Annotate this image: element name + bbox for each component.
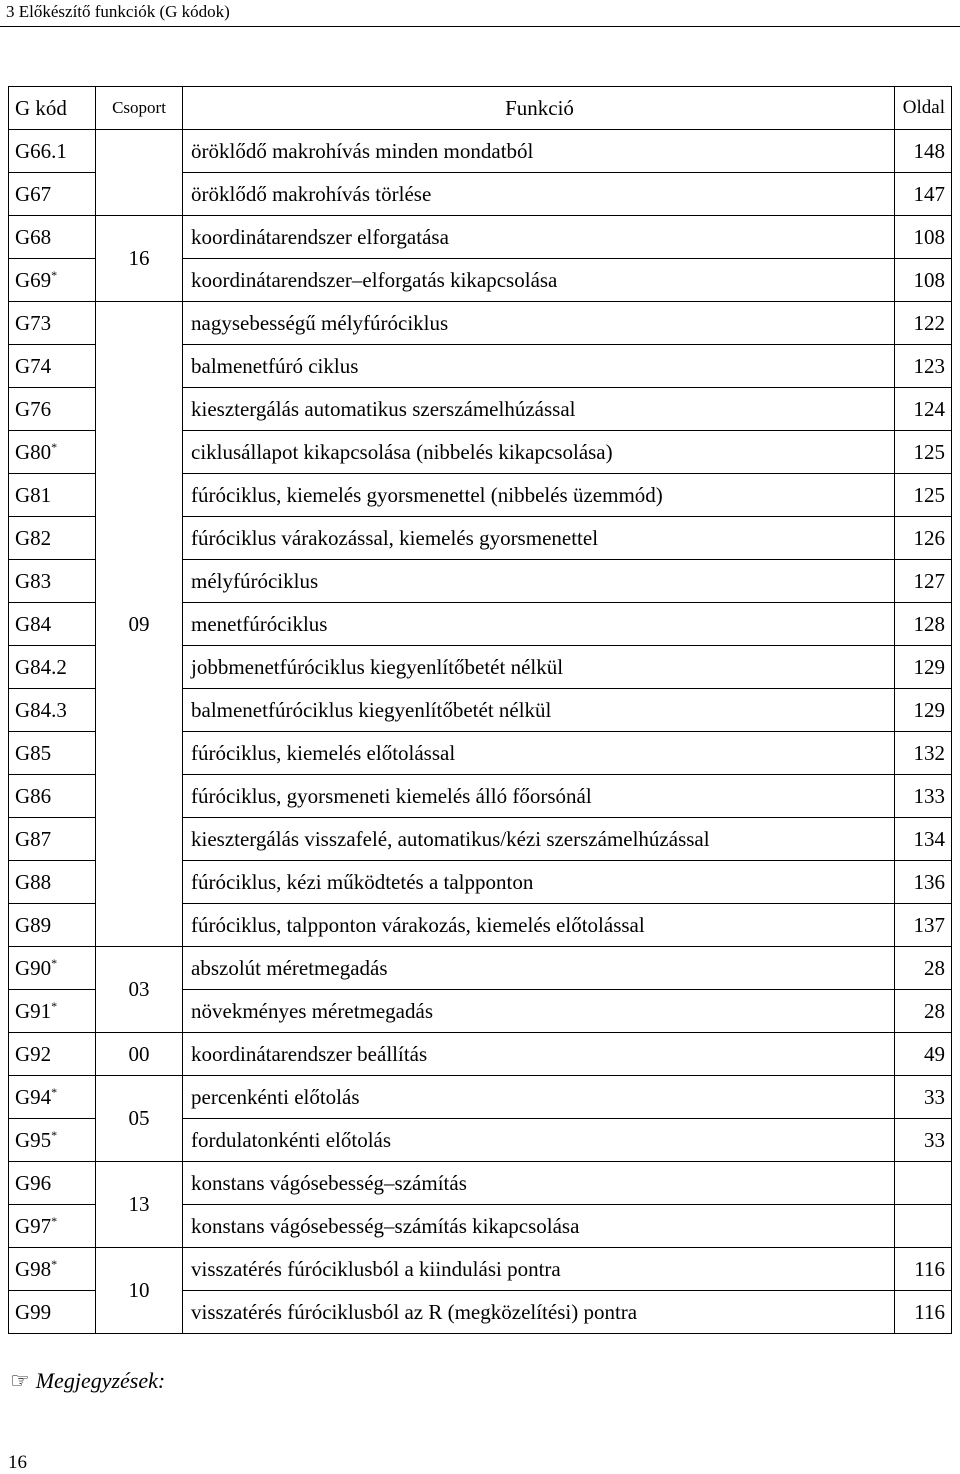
function-cell: nagysebességű mélyfúróciklus — [183, 302, 895, 345]
g-code-value: G94 — [15, 1084, 52, 1109]
g-code-cell — [9, 431, 96, 474]
column-header-page: Oldal — [895, 87, 952, 130]
g-code-value: G67 — [15, 181, 52, 206]
g-code-value: G69 — [15, 267, 52, 292]
g-code-value: G66.1 — [15, 138, 67, 163]
pointing-hand-icon: ☞ — [10, 1368, 30, 1393]
g-code-value: G83 — [15, 568, 52, 593]
g-code-cell — [9, 388, 96, 431]
page-cell: 127 — [895, 560, 952, 603]
g-code-value: G82 — [15, 525, 52, 550]
chapter-title: 3 Előkészítő funkciók (G kódok) — [6, 2, 230, 21]
page-cell: 116 — [895, 1248, 952, 1291]
g-code-cell — [9, 861, 96, 904]
page-cell: 28 — [895, 990, 952, 1033]
g-code-cell — [9, 1162, 96, 1205]
function-cell: koordinátarendszer–elforgatás kikapcsolása — [183, 259, 895, 302]
default-marker: * — [51, 1084, 58, 1099]
g-code-cell — [9, 130, 96, 173]
page-cell: 128 — [895, 603, 952, 646]
function-cell: menetfúróciklus — [183, 603, 895, 646]
page-header — [0, 0, 960, 27]
table-row — [9, 1033, 952, 1076]
group-cell: 13 — [96, 1162, 183, 1248]
g-code-value: G95 — [15, 1127, 52, 1152]
default-marker: * — [51, 998, 58, 1013]
column-header-function: Funkció — [183, 87, 895, 130]
g-code-value: G89 — [15, 912, 52, 937]
g-code-value: G92 — [15, 1041, 52, 1066]
page-cell: 129 — [895, 646, 952, 689]
page-cell: 108 — [895, 216, 952, 259]
g-code-value: G85 — [15, 740, 52, 765]
g-code-cell — [9, 1076, 96, 1119]
page-cell: 133 — [895, 775, 952, 818]
function-cell: kiesztergálás visszafelé, automatikus/kézi szerszámelhúzással — [183, 818, 895, 861]
g-code-value: G90 — [15, 955, 52, 980]
g-code-value: G84.2 — [15, 654, 67, 679]
function-cell: ciklusállapot kikapcsolása (nibbelés kikapcsolása) — [183, 431, 895, 474]
table-row — [9, 130, 952, 173]
g-code-cell — [9, 990, 96, 1033]
function-cell: fúróciklus, talpponton várakozás, kiemelés előtolással — [183, 904, 895, 947]
table-row — [9, 947, 952, 990]
page-cell: 125 — [895, 474, 952, 517]
function-cell: jobbmenetfúróciklus kiegyenlítőbetét nélkül — [183, 646, 895, 689]
table-row — [9, 1248, 952, 1291]
g-code-value: G74 — [15, 353, 52, 378]
table-body — [9, 130, 952, 1334]
page-cell: 28 — [895, 947, 952, 990]
g-code-cell — [9, 646, 96, 689]
g-code-value: G86 — [15, 783, 52, 808]
g-code-cell — [9, 560, 96, 603]
group-cell: 05 — [96, 1076, 183, 1162]
group-cell — [96, 130, 183, 216]
page-cell: 136 — [895, 861, 952, 904]
page-cell: 134 — [895, 818, 952, 861]
g-code-value: G88 — [15, 869, 52, 894]
function-cell: koordinátarendszer elforgatása — [183, 216, 895, 259]
column-header-code: G kód — [9, 87, 96, 130]
table-row — [9, 1076, 952, 1119]
page-cell — [895, 1205, 952, 1248]
g-code-value: G97 — [15, 1213, 52, 1238]
group-cell: 00 — [96, 1033, 183, 1076]
function-cell: fordulatonkénti előtolás — [183, 1119, 895, 1162]
g-code-value: G68 — [15, 224, 52, 249]
default-marker: * — [51, 1127, 58, 1142]
page-cell: 132 — [895, 732, 952, 775]
g-code-cell — [9, 689, 96, 732]
g-code-cell — [9, 345, 96, 388]
group-cell: 03 — [96, 947, 183, 1033]
function-cell: öröklődő makrohívás minden mondatból — [183, 130, 895, 173]
function-cell: koordinátarendszer beállítás — [183, 1033, 895, 1076]
page-cell: 49 — [895, 1033, 952, 1076]
table-header-row — [9, 87, 952, 130]
g-code-cell — [9, 302, 96, 345]
g-code-value: G73 — [15, 310, 52, 335]
g-code-value: G81 — [15, 482, 52, 507]
g-code-value: G87 — [15, 826, 52, 851]
g-code-value: G91 — [15, 998, 52, 1023]
function-cell: balmenetfúróciklus kiegyenlítőbetét nélkül — [183, 689, 895, 732]
g-code-value: G84 — [15, 611, 52, 636]
default-marker: * — [51, 1213, 58, 1228]
function-cell: fúróciklus, kiemelés előtolással — [183, 732, 895, 775]
g-code-value: G80 — [15, 439, 52, 464]
page-cell: 125 — [895, 431, 952, 474]
g-code-table — [8, 86, 952, 1334]
function-cell: percenkénti előtolás — [183, 1076, 895, 1119]
g-code-cell — [9, 818, 96, 861]
notes-heading — [10, 1368, 165, 1394]
g-code-cell — [9, 1205, 96, 1248]
notes-label: Megjegyzések: — [35, 1368, 166, 1393]
page-cell: 129 — [895, 689, 952, 732]
g-code-value: G99 — [15, 1299, 52, 1324]
page-cell: 147 — [895, 173, 952, 216]
table-row — [9, 1162, 952, 1205]
function-cell: mélyfúróciklus — [183, 560, 895, 603]
function-cell: öröklődő makrohívás törlése — [183, 173, 895, 216]
function-cell: konstans vágósebesség–számítás — [183, 1162, 895, 1205]
page-cell: 122 — [895, 302, 952, 345]
function-cell: kiesztergálás automatikus szerszámelhúzással — [183, 388, 895, 431]
group-cell: 09 — [96, 302, 183, 947]
page-cell: 108 — [895, 259, 952, 302]
g-code-cell — [9, 732, 96, 775]
function-cell: balmenetfúró ciklus — [183, 345, 895, 388]
default-marker: * — [51, 955, 58, 970]
g-code-cell — [9, 216, 96, 259]
page-cell: 124 — [895, 388, 952, 431]
g-code-cell — [9, 1033, 96, 1076]
default-marker: * — [51, 1256, 58, 1271]
default-marker: * — [51, 267, 58, 282]
g-code-value: G76 — [15, 396, 52, 421]
page-cell: 148 — [895, 130, 952, 173]
g-code-cell — [9, 517, 96, 560]
function-cell: fúróciklus, kiemelés gyorsmenettel (nibbelés üzemmód) — [183, 474, 895, 517]
function-cell: növekményes méretmegadás — [183, 990, 895, 1033]
function-cell: fúróciklus várakozással, kiemelés gyorsmenettel — [183, 517, 895, 560]
function-cell: fúróciklus, kézi működtetés a talpponton — [183, 861, 895, 904]
group-cell: 16 — [96, 216, 183, 302]
table-row — [9, 302, 952, 345]
g-code-value: G98 — [15, 1256, 52, 1281]
function-cell: visszatérés fúróciklusból az R (megközelítési) pontra — [183, 1291, 895, 1334]
column-header-group: Csoport — [96, 87, 183, 130]
page-cell: 33 — [895, 1119, 952, 1162]
g-code-cell — [9, 1291, 96, 1334]
g-code-cell — [9, 474, 96, 517]
table-row — [9, 216, 952, 259]
function-cell: visszatérés fúróciklusból a kiindulási pontra — [183, 1248, 895, 1291]
function-cell: fúróciklus, gyorsmeneti kiemelés álló főorsónál — [183, 775, 895, 818]
page-cell: 137 — [895, 904, 952, 947]
page-cell — [895, 1162, 952, 1205]
g-code-value: G96 — [15, 1170, 52, 1195]
page-cell: 123 — [895, 345, 952, 388]
g-code-cell — [9, 1119, 96, 1162]
function-cell: konstans vágósebesség–számítás kikapcsolása — [183, 1205, 895, 1248]
g-code-cell — [9, 904, 96, 947]
g-code-cell — [9, 603, 96, 646]
g-code-cell — [9, 173, 96, 216]
g-code-value: G84.3 — [15, 697, 67, 722]
group-cell: 10 — [96, 1248, 183, 1334]
g-code-cell — [9, 259, 96, 302]
function-cell: abszolút méretmegadás — [183, 947, 895, 990]
page-cell: 126 — [895, 517, 952, 560]
g-code-cell — [9, 1248, 96, 1291]
page-cell: 116 — [895, 1291, 952, 1334]
g-code-cell — [9, 775, 96, 818]
default-marker: * — [51, 439, 58, 454]
page-number: 16 — [8, 1452, 27, 1473]
page-cell: 33 — [895, 1076, 952, 1119]
g-code-cell — [9, 947, 96, 990]
